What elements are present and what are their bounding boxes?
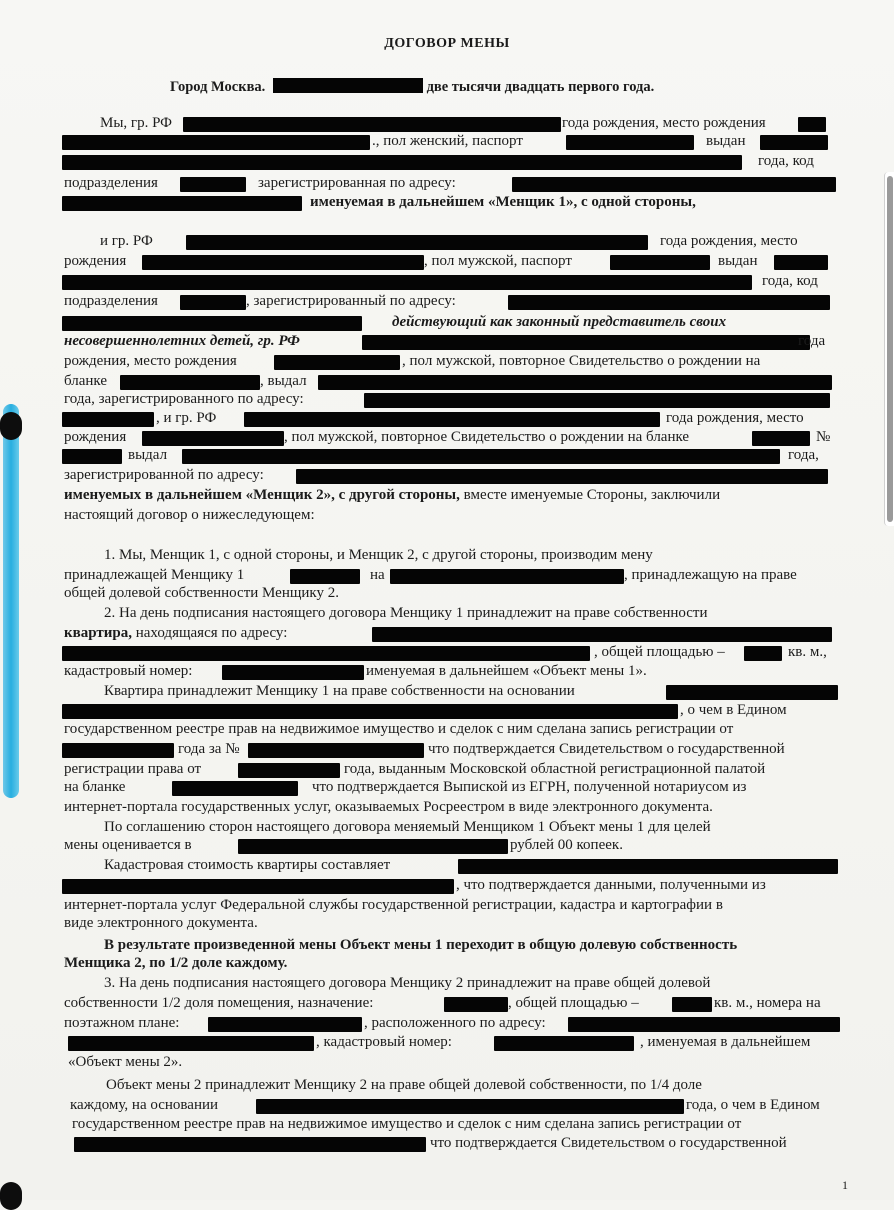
redaction-box bbox=[62, 316, 362, 331]
redaction-box bbox=[798, 117, 826, 132]
text-line: 2. На день подписания настоящего договора Менщику 1 принадлежит на праве собственности bbox=[104, 605, 708, 621]
scrollbar[interactable] bbox=[884, 172, 894, 526]
text-line: Объект мены 2 принадлежит Менщику 2 на праве общей долевой собственности, по 1/4 доле bbox=[106, 1077, 702, 1093]
redaction-box bbox=[364, 393, 830, 408]
text-line: настоящий договор о нижеследующем: bbox=[64, 507, 315, 523]
binder-clip-bar bbox=[0, 404, 22, 798]
binder-stripe bbox=[3, 404, 19, 798]
redaction-box bbox=[774, 255, 828, 270]
text-line: кадастровый номер: bbox=[64, 663, 193, 679]
text-line: , пол мужской, повторное Свидетельство о рождении на бланке bbox=[284, 429, 690, 445]
text-line: года за № bbox=[178, 741, 240, 757]
redaction-box bbox=[494, 1036, 634, 1051]
text-line: подразделения bbox=[64, 175, 158, 191]
text-line: года рождения, место bbox=[660, 233, 798, 249]
redaction-box bbox=[62, 155, 742, 170]
text-line: Кадастровая стоимость квартиры составляет bbox=[104, 857, 391, 873]
text-line: ., пол женский, паспорт bbox=[372, 133, 523, 149]
text-line: По соглашению сторон настоящего договора меняемый Менщиком 1 Объект мены 1 для целей bbox=[104, 819, 711, 835]
text-line: , кадастровый номер: bbox=[316, 1034, 452, 1050]
text-line: действующий как законный представитель своих bbox=[392, 314, 727, 330]
text-line: общей долевой собственности Менщику 2. bbox=[64, 585, 340, 601]
redaction-box bbox=[62, 275, 752, 290]
redaction-box bbox=[180, 177, 246, 192]
redaction-box bbox=[142, 255, 424, 270]
redaction-box bbox=[244, 412, 660, 427]
text-line: принадлежащей Менщику 1 bbox=[64, 567, 245, 583]
text-line: , зарегистрированный по адресу: bbox=[246, 293, 456, 309]
redaction-box bbox=[318, 375, 832, 390]
redaction-box bbox=[62, 449, 122, 464]
text-line: регистрации права от bbox=[64, 761, 202, 777]
text-line: государственном реестре прав на недвижимое имущество и сделок с ним сделана запись регистрации от bbox=[64, 721, 734, 737]
redaction-box bbox=[760, 135, 828, 150]
redaction-box bbox=[208, 1017, 362, 1032]
text-line: года рождения, место рождения bbox=[562, 115, 766, 131]
document-title: ДОГОВОР МЕНЫ bbox=[384, 36, 510, 51]
redaction-box bbox=[362, 335, 810, 350]
text-line: именуемых в дальнейшем «Менщик 2», с другой стороны, вместе именуемые Стороны, заключили bbox=[64, 487, 721, 503]
redaction-box bbox=[180, 295, 246, 310]
redaction-box bbox=[62, 646, 590, 661]
redaction-box bbox=[182, 449, 780, 464]
text-line: , именуемая в дальнейшем bbox=[640, 1034, 811, 1050]
date-text: две тысячи двадцать первого года. bbox=[426, 79, 655, 95]
text-line: , принадлежащую на праве bbox=[624, 567, 797, 583]
redaction-box bbox=[186, 235, 648, 250]
text-line: зарегистрированная по адресу: bbox=[258, 175, 456, 191]
text-line: выдал bbox=[128, 447, 168, 463]
text-line: , и гр. РФ bbox=[156, 410, 217, 426]
redaction-box bbox=[610, 255, 710, 270]
redaction-box bbox=[752, 431, 810, 446]
text-line: что подтверждается Выпиской из ЕГРН, полученной нотариусом из bbox=[312, 779, 747, 795]
text-line: , выдал bbox=[260, 373, 307, 389]
redaction-box bbox=[238, 839, 508, 854]
text-line: , что подтверждается данными, полученными из bbox=[456, 877, 766, 893]
text-line: подразделения bbox=[64, 293, 158, 309]
redaction-box bbox=[256, 1099, 684, 1114]
text-line: рождения, место рождения bbox=[64, 353, 237, 369]
text-line: виде электронного документа. bbox=[64, 915, 258, 931]
text-line: Менщика 2, по 1/2 доле каждому. bbox=[64, 955, 288, 971]
city-date-line bbox=[170, 78, 750, 96]
text-line: , пол мужской, повторное Свидетельство о рождении на bbox=[402, 353, 761, 369]
text-line: Квартира принадлежит Менщику 1 на праве собственности на основании bbox=[104, 683, 575, 699]
text-line: года, bbox=[788, 447, 819, 463]
text-line: интернет-портала услуг Федеральной службы государственной регистрации, кадастра и картографии в bbox=[64, 897, 723, 913]
text-line: В результате произведенной мены Объект мены 1 переходит в общую долевую собственность bbox=[104, 937, 738, 953]
redaction-box bbox=[74, 1137, 426, 1152]
redaction-box bbox=[566, 135, 694, 150]
redaction-box bbox=[390, 569, 624, 584]
redaction-box bbox=[290, 569, 360, 584]
page-number: 1 bbox=[842, 1178, 848, 1192]
city-label: Город Москва. bbox=[170, 79, 266, 95]
text-line: и гр. РФ bbox=[100, 233, 153, 249]
text-line: на бланке bbox=[64, 779, 126, 795]
text-line: года, выданным Московской областной регистрационной палатой bbox=[344, 761, 766, 777]
text-line: бланке bbox=[64, 373, 108, 389]
text-line: выдан bbox=[718, 253, 758, 269]
text-line: выдан bbox=[706, 133, 746, 149]
redaction-box bbox=[142, 431, 284, 446]
text-line: года bbox=[798, 333, 826, 349]
text-line: квартира, находящаяся по адресу: bbox=[64, 625, 288, 641]
text-line: Мы, гр. РФ bbox=[100, 115, 173, 131]
text-line: 1. Мы, Менщик 1, с одной стороны, и Менщик 2, с другой стороны, производим мену bbox=[104, 547, 653, 563]
redaction-box bbox=[666, 685, 838, 700]
text-line: каждому, на основании bbox=[70, 1097, 219, 1113]
redaction-box bbox=[672, 997, 712, 1012]
text-line: рождения bbox=[64, 253, 127, 269]
text-line: на bbox=[370, 567, 385, 583]
text-line: кв. м., bbox=[788, 644, 827, 660]
text-line: года, о чем в Едином bbox=[686, 1097, 820, 1113]
redaction-box bbox=[512, 177, 836, 192]
text-line: что подтверждается Свидетельством о государственной bbox=[428, 741, 785, 757]
text-line: , расположенного по адресу: bbox=[364, 1015, 546, 1031]
text-line: именуемая в дальнейшем «Объект мены 1». bbox=[366, 663, 647, 679]
binder-cap-top bbox=[0, 412, 22, 440]
text-line: интернет-портала государственных услуг, оказываемых Росреестром в виде электронного документа. bbox=[64, 799, 713, 815]
text-line: именуемая в дальнейшем «Менщик 1», с одной стороны, bbox=[310, 194, 696, 210]
text-line: государственном реестре прав на недвижимое имущество и сделок с ним сделана запись регистрации от bbox=[72, 1116, 742, 1132]
text-line: рождения bbox=[64, 429, 127, 445]
text-line: , общей площадью – bbox=[508, 995, 639, 1011]
binder-cap-bottom bbox=[0, 1182, 22, 1210]
redaction-box bbox=[62, 135, 370, 150]
redaction-box bbox=[568, 1017, 840, 1032]
text-line: года, код bbox=[758, 153, 814, 169]
redaction-box bbox=[296, 469, 828, 484]
text-line: «Объект мены 2». bbox=[68, 1054, 183, 1070]
redaction-box bbox=[508, 295, 830, 310]
redaction-box bbox=[62, 412, 154, 427]
redaction-box bbox=[274, 355, 400, 370]
redaction-box bbox=[183, 117, 561, 132]
redaction-box bbox=[372, 627, 832, 642]
text-line: кв. м., номера на bbox=[714, 995, 821, 1011]
text-line: № bbox=[816, 429, 831, 445]
text-line: зарегистрированной по адресу: bbox=[64, 467, 264, 483]
text-line: года, зарегистрированного по адресу: bbox=[64, 391, 304, 407]
text-line: рублей 00 копеек. bbox=[510, 837, 623, 853]
redaction-box bbox=[444, 997, 508, 1012]
redaction-box bbox=[62, 196, 302, 211]
text-line: собственности 1/2 доля помещения, назначение: bbox=[64, 995, 374, 1011]
redaction-box bbox=[238, 763, 340, 778]
text-line: , пол мужской, паспорт bbox=[424, 253, 572, 269]
redaction-box bbox=[62, 879, 454, 894]
text-line: 3. На день подписания настоящего договора Менщику 2 принадлежит на праве общей долевой bbox=[104, 975, 711, 991]
text-line: несовершеннолетних детей, гр. РФ bbox=[64, 333, 300, 349]
redaction-box bbox=[744, 646, 782, 661]
text-line: , о чем в Едином bbox=[680, 702, 787, 718]
redaction-box bbox=[62, 704, 678, 719]
redaction-box bbox=[68, 1036, 314, 1051]
redaction-box bbox=[172, 781, 298, 796]
text-line: года, код bbox=[762, 273, 818, 289]
text-line: мены оценивается в bbox=[64, 837, 192, 853]
text-line: что подтверждается Свидетельством о государственной bbox=[430, 1135, 787, 1151]
redaction-box bbox=[248, 743, 424, 758]
redaction-box bbox=[273, 78, 423, 93]
redaction-box bbox=[222, 665, 364, 680]
text-line: , общей площадью – bbox=[594, 644, 725, 660]
redaction-box bbox=[62, 743, 174, 758]
redaction-box bbox=[458, 859, 838, 874]
scrollbar-thumb[interactable] bbox=[887, 176, 893, 522]
text-line: поэтажном плане: bbox=[64, 1015, 180, 1031]
redaction-box bbox=[120, 375, 260, 390]
text-line: года рождения, место bbox=[666, 410, 804, 426]
